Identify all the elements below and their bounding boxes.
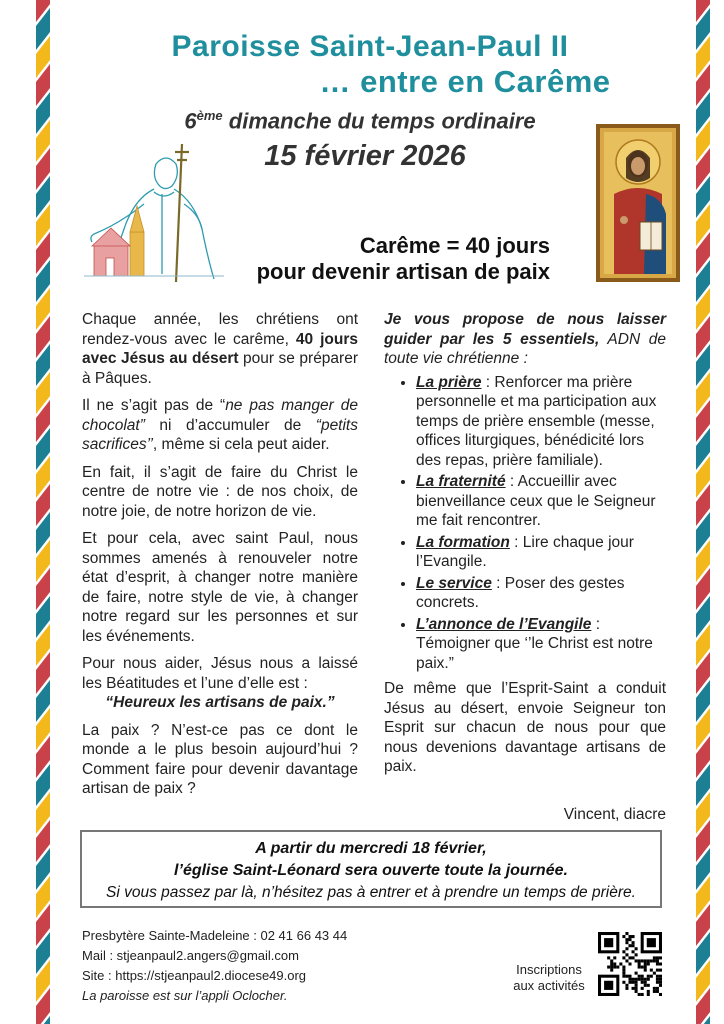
inscriptions-label: Inscriptions aux activités [513,962,585,993]
headline-line2: pour devenir artisan de paix [256,259,550,284]
qr-code-icon[interactable] [598,932,662,996]
mail-link[interactable]: Mail : stjeanpaul2.angers@gmail.com [82,948,299,963]
essentials-intro: Je vous propose de nous laisser guider par les 5 essentiels, ADN de toute vie chrétienne : [384,311,666,367]
paragraph-peace: La paix ? N’est-ce pas ce dont le monde a le plus besoin aujourd’hui ? Comment faire pour devenir davantage artisan de paix ? [82,721,358,797]
notice-line2: l’église Saint-Léonard sera ouverte toute la journée. [174,862,568,879]
notice-line3: Si vous passez par là, n’hésitez pas à entrer et à prendre un temps de prière. [106,884,636,901]
lent-subtitle: … entre en Carême [319,64,611,99]
signature: Vincent, diacre [563,806,666,823]
site-link[interactable]: Site : https://stjeanpaul2.diocese49.org [82,968,307,983]
beatitude-quote: “Heureux les artisans de paix.” [105,694,335,711]
christ-icon-image [596,124,680,282]
paragraph-chocolate: Il ne s’agit pas de “ne pas manger de chocolat” ni d’accumuler de “petits sacrifices’’, même si cela peut aider. [82,397,358,453]
right-stripe-border [696,0,710,1024]
paragraph-intro: Chaque année, les chrétiens ont rendez-vous avec le carême, 40 jours avec Jésus au désert pour se préparer à Pâques. [82,311,358,387]
paragraph-christ-center: En fait, il s’agit de faire du Christ le centre de notre vie : de nos choix, de notre joie, de notre horizon de vie. [82,463,358,520]
date-label: 15 février 2026 [264,140,466,172]
list-item: • La formation : Lire chaque jour l’Evangile. [416,533,666,572]
parish-title: Paroisse Saint-Jean-Paul II [171,30,569,63]
church-opening-notice [80,830,662,908]
left-column [82,310,358,807]
contact-footer [82,926,347,1006]
notice-line1: A partir du mercredi 18 février, [255,840,487,857]
paragraph-saint-paul: Et pour cela, avec saint Paul, nous sommes amenés à renouveler notre état d’esprit, à changer notre manière de faire, notre style de vie, à changer notre regard sur les personnes et sur les événements. [82,530,358,645]
headline-line1: Carême = 40 jours [359,233,550,258]
right-column [384,310,666,785]
list-item: • La fraternité : Accueillir avec bienveillance ceux que le Seigneur me fait rencontrer. [416,472,666,531]
phone-line: Presbytère Sainte-Madeleine : 02 41 66 43 44 [82,928,348,943]
app-line: La paroisse est sur l’appli Oclocher. [82,988,288,1003]
paragraph-beatitudes: Pour nous aider, Jésus nous a laissé les Béatitudes et l’une d’elle est : [82,655,358,692]
left-stripe-border [36,0,50,1024]
essentials-list [384,373,666,674]
lent-headline [200,233,550,285]
list-item: • L’annonce de l’Evangile : Témoigner que ‘’le Christ est notre paix.” [416,615,666,674]
list-item: • La prière : Renforcer ma prière personnelle et ma participation aux temps de prière ensemble (messe, offices liturgiques, bénédicité lors des repas, prière familiale). [416,373,666,471]
closing-prayer: De même que l’Esprit-Saint a conduit Jésus au désert, envoie Seigneur ton Esprit sur chacun de nous pour que nous devenions davantage artisans de paix. [384,680,666,775]
list-item: • Le service : Poser des gestes concrets. [416,574,666,613]
sunday-label: 6ème dimanche du temps ordinaire [184,108,536,134]
